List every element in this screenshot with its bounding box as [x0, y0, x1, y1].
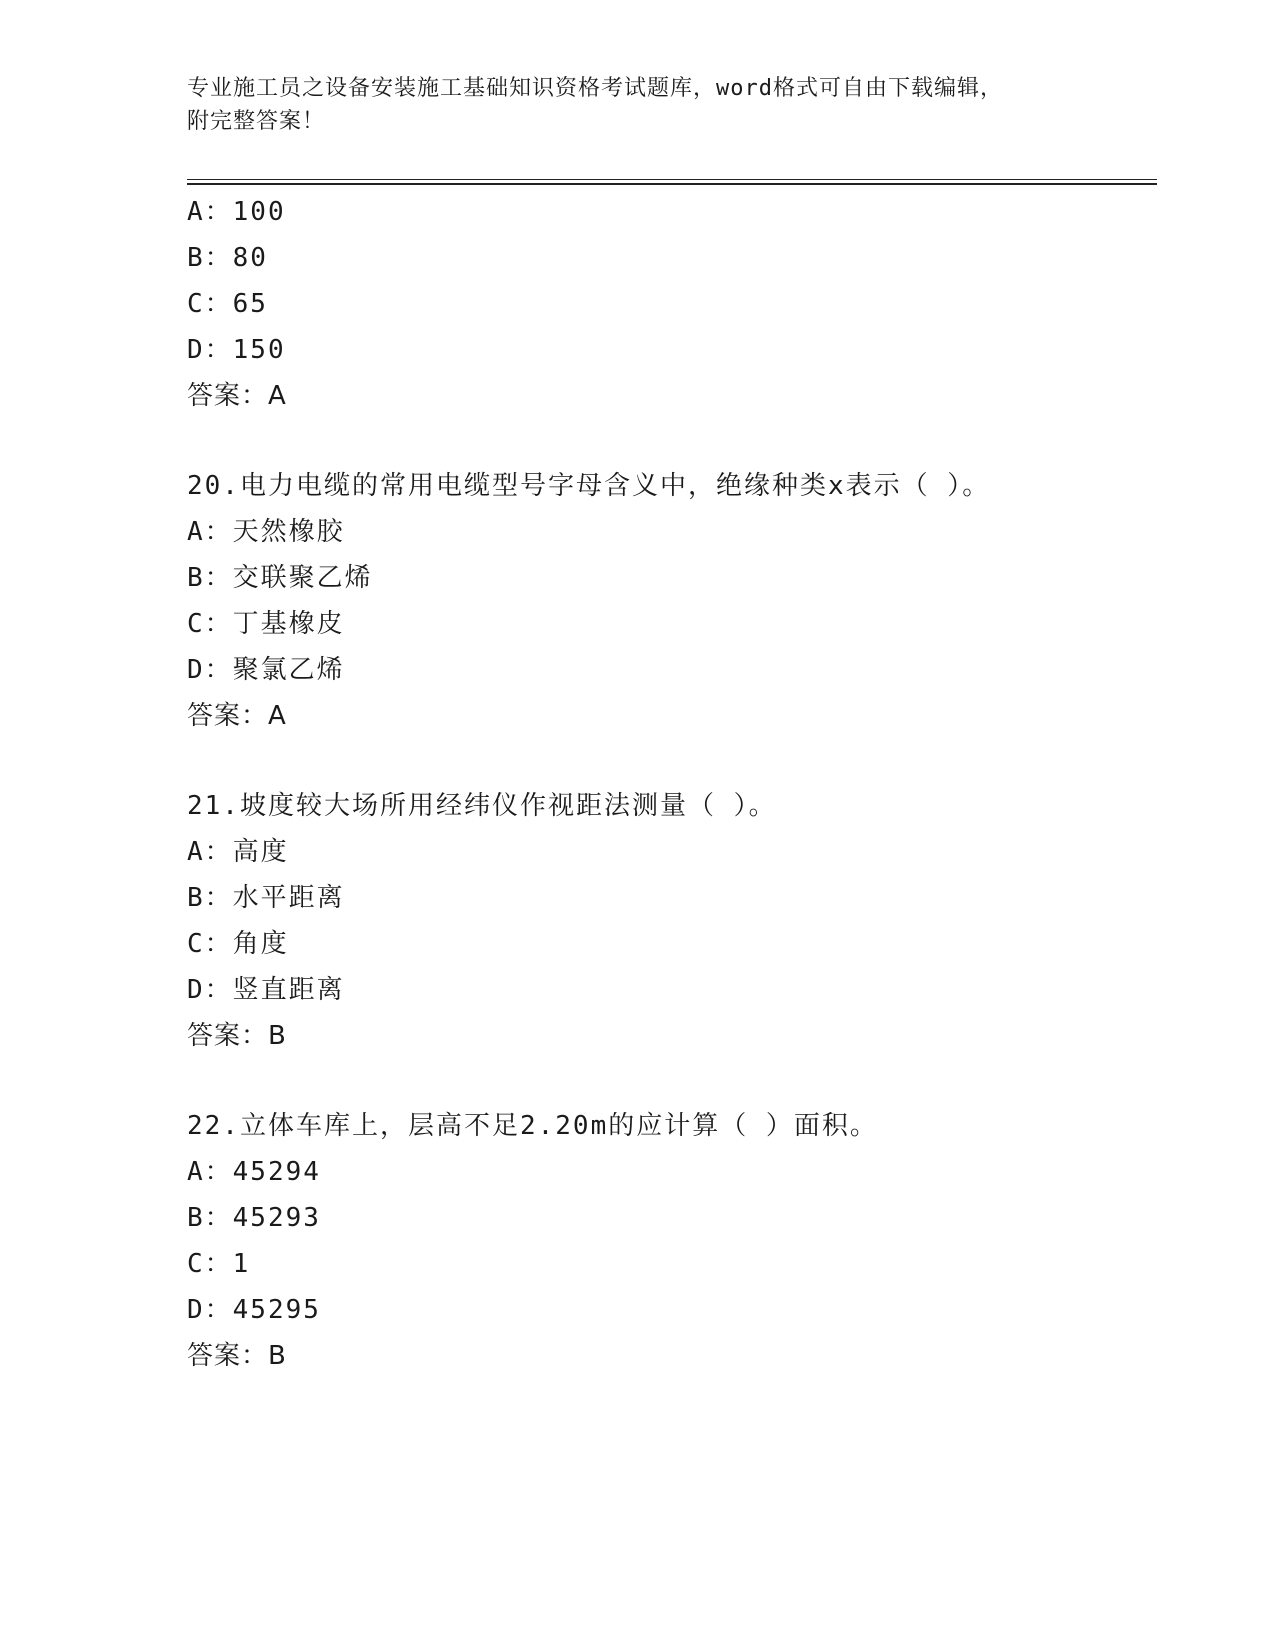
document-header [187, 72, 1087, 138]
option-b: B：80 [187, 243, 268, 273]
question-block [187, 189, 1147, 419]
option-d: D：竖直距离 [187, 975, 345, 1005]
answer: 答案：A [187, 701, 287, 731]
question-text: 20.电力电缆的常用电缆型号字母含义中，绝缘种类x表示（ ）。 [187, 471, 991, 501]
option-a: A：100 [187, 197, 286, 227]
header-line-2: 附完整答案！ [187, 109, 326, 134]
header-line-1: 专业施工员之设备安装施工基础知识资格考试题库，word格式可自由下载编辑， [187, 76, 1003, 101]
question-block [187, 1103, 1147, 1379]
option-a: A：天然橡胶 [187, 517, 345, 547]
question-text: 21.坡度较大场所用经纬仪作视距法测量（ ）。 [187, 791, 777, 821]
option-b: B：水平距离 [187, 883, 345, 913]
question-text: 22.立体车库上，层高不足2.20m的应计算（ ）面积。 [187, 1111, 878, 1141]
option-c: C：角度 [187, 929, 289, 959]
option-b: B：45293 [187, 1203, 321, 1233]
option-c: C：65 [187, 289, 268, 319]
question-block [187, 783, 1147, 1059]
answer: 答案：B [187, 1021, 287, 1051]
option-b: B：交联聚乙烯 [187, 563, 373, 593]
answer: 答案：A [187, 381, 287, 411]
answer: 答案：B [187, 1341, 287, 1371]
option-c: C：丁基橡皮 [187, 609, 345, 639]
header-rule-thick [187, 183, 1157, 185]
option-d: D：45295 [187, 1295, 321, 1325]
option-d: D：150 [187, 335, 286, 365]
option-c: C：1 [187, 1249, 251, 1279]
option-a: A：45294 [187, 1157, 321, 1187]
question-block [187, 463, 1147, 739]
question-list [187, 189, 1147, 1379]
header-rule-thin [187, 179, 1157, 180]
option-d: D：聚氯乙烯 [187, 655, 345, 685]
option-a: A：高度 [187, 837, 289, 867]
